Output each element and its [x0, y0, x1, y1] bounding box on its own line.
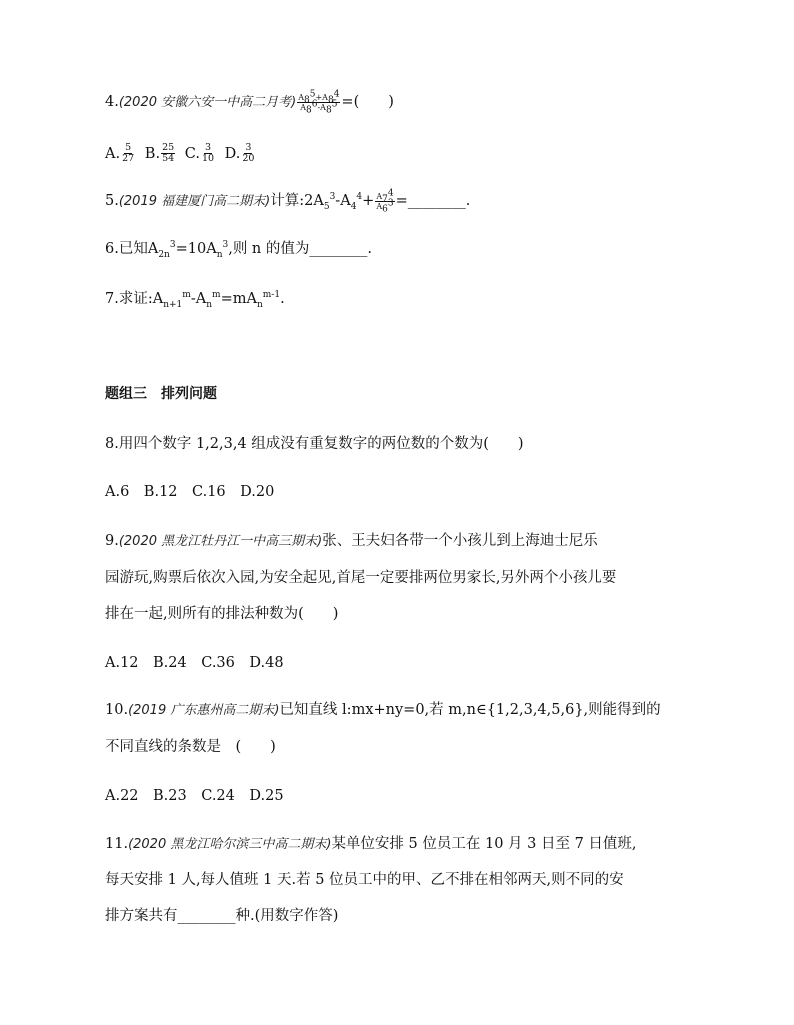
question-4-options — [105, 143, 260, 164]
question-11-line-2: 每天安排 1 人,每人值班 1 天.若 5 位员工中的甲、乙不排在相邻两天,则不同的安 — [105, 872, 624, 888]
question-10: 10.(2019 广东惠州高二期末)已知直线 l:mx+ny=0,若 m,n∈{1,2,3,4,5,6},则能得到的 — [105, 702, 661, 718]
option-a: A. $\frac{5}{27}$ — [105, 142, 135, 164]
question-9-source: (2020 黑龙江牡丹江一中高三期末) — [118, 534, 323, 549]
question-5-answer-blank: =________. — [395, 193, 471, 209]
question-8-options: A.6 B.12 C.16 D.20 — [105, 484, 275, 500]
question-4-number: 4. — [105, 94, 119, 110]
question-4-fraction: $\frac{A_8^5+A_8^4}{A_8^6-A_8^5}$ — [298, 88, 340, 116]
question-10-line-2: 不同直线的条数是 ( ) — [105, 739, 276, 755]
question-11-source: (2020 黑龙江哈尔滨三中高二期末) — [128, 837, 332, 852]
question-7: 7.求证$:A_{n+1}^m-A_n^m=mA_n^{m-1}$. — [105, 290, 285, 310]
option-c: C. $\frac{3}{10}$ — [184, 142, 215, 164]
question-10-source: (2019 广东惠州高二期末) — [128, 703, 280, 718]
question-4-source: (2020 安徽六安一中高二月考) — [118, 95, 297, 110]
question-4 — [105, 88, 394, 116]
question-11-line-3: 排方案共有________种.(用数字作答) — [105, 908, 339, 924]
question-9-line-3: 排在一起,则所有的排法种数为( ) — [105, 606, 339, 622]
question-5-source: (2019 福建厦门高二期末) — [118, 194, 271, 209]
question-10-options: A.22 B.23 C.24 D.25 — [105, 788, 284, 804]
group-3-heading: 题组三 排列问题 — [105, 386, 217, 402]
question-9: 9.(2020 黑龙江牡丹江一中高三期末)张、王夫妇各带一个小孩儿到上海迪士尼乐 — [105, 533, 598, 549]
option-b: B. $\frac{25}{54}$ — [144, 142, 175, 164]
question-4-answer-blank: =( ) — [341, 94, 394, 110]
question-5: 5.(2019 福建厦门高二期末)计算$:2A_5^3-A_4^4+$ $\frac{A_7^4}{A_6^3}$ =________. — [105, 187, 471, 215]
question-11: 11.(2020 黑龙江哈尔滨三中高二期末)某单位安排 5 位员工在 10 月 3 日至 7 日值班, — [105, 836, 637, 852]
question-9-line-2: 园游玩,购票后依次入园,为安全起见,首尾一定要排两位男家长,另外两个小孩儿要 — [105, 570, 617, 586]
question-8: 8.用四个数字 1,2,3,4 组成没有重复数字的两位数的个数为( ) — [105, 436, 524, 452]
question-9-options: A.12 B.24 C.36 D.48 — [105, 655, 284, 671]
option-d: D. $\frac{3}{20}$ — [224, 142, 255, 164]
question-5-fraction: $\frac{A_7^4}{A_6^3}$ — [376, 187, 394, 215]
question-6: 6.已知$A_{2n}^3=10A_n^3$,则 n 的值为________. — [105, 240, 372, 260]
